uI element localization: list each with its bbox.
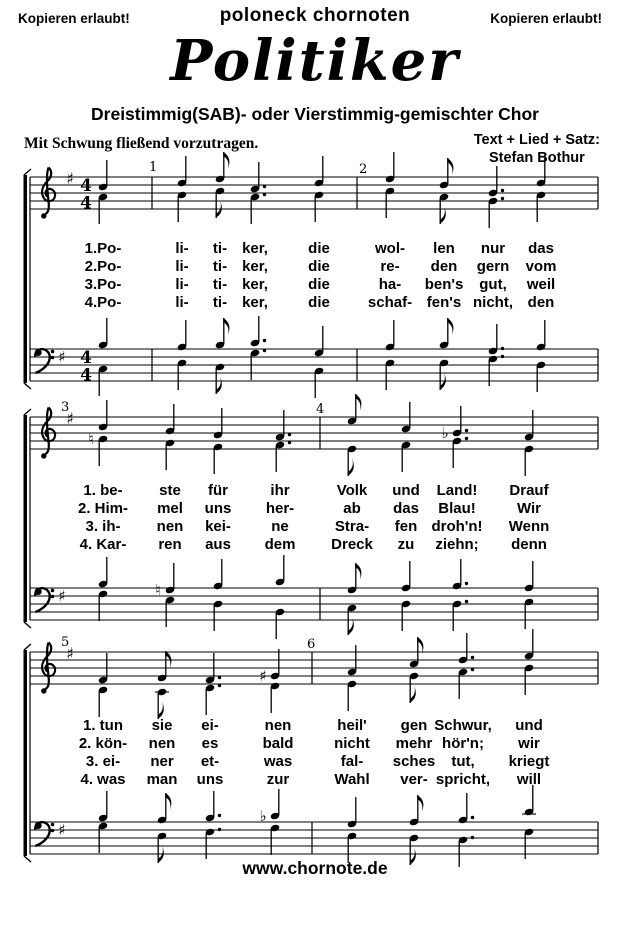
lyric-syllable: li- — [175, 240, 189, 257]
note-chord — [347, 563, 361, 635]
note-chord — [524, 410, 534, 476]
note-chord — [177, 156, 187, 222]
lyric-syllable: 3. ih- — [85, 518, 121, 535]
note-chord — [439, 318, 453, 390]
lyric-syllable: mel — [157, 500, 183, 517]
lyric-syllable: ren — [158, 536, 182, 553]
accidental-b-icon: ♭ — [441, 424, 449, 442]
lyric-syllable: kriegt — [508, 753, 550, 770]
time-signature-bottom: 4 — [80, 365, 92, 386]
lyric-syllable: weil — [526, 276, 556, 293]
system-bracket — [24, 169, 32, 389]
note-chord — [275, 555, 285, 639]
lyric-syllable: was — [263, 753, 293, 770]
lyric-syllable: ste — [159, 482, 181, 499]
lyric-syllable: dem — [264, 536, 296, 553]
lyric-syllable: 2. kön- — [78, 735, 128, 752]
lyric-syllable: gut, — [479, 276, 507, 293]
lyric-syllable: ne — [271, 518, 289, 535]
lyric-syllable: zur — [266, 771, 290, 788]
key-signature-sharp-icon: ♯ — [58, 821, 66, 839]
lyric-syllable: die — [308, 276, 330, 293]
bass-staff — [30, 555, 598, 639]
measure-number: 4 — [316, 402, 325, 417]
note-chord — [488, 324, 504, 386]
lyric-syllable: Wir — [516, 500, 542, 517]
lyric-syllable: nicht — [334, 735, 370, 752]
lyric-syllable: her- — [265, 500, 295, 517]
lyric-syllable: ner — [150, 753, 174, 770]
note-chord — [98, 653, 108, 717]
voicing-subtitle: Dreistimmig(SAB)- oder Vierstimmig-gemischter Chor — [91, 104, 539, 124]
measure-number: 3 — [61, 400, 70, 415]
note-chord — [441, 406, 468, 468]
key-signature-sharp-icon: ♯ — [58, 587, 66, 605]
note-chord — [385, 320, 395, 390]
note-chord — [347, 394, 361, 476]
lyric-syllable: hör'n; — [442, 735, 484, 752]
lyric-syllable: 4. was — [80, 771, 126, 788]
lyric-syllable: ha- — [378, 276, 402, 293]
lyric-syllable: 4. Kar- — [79, 536, 127, 553]
lyric-syllable: li- — [175, 294, 189, 311]
note-chord — [458, 633, 474, 699]
lyric-syllable: nicht, — [473, 294, 513, 311]
system-bracket — [24, 644, 32, 862]
lyric-syllable: Wahl — [334, 771, 370, 788]
key-signature-sharp-icon: ♯ — [66, 409, 74, 428]
lyric-syllable: 2.Po- — [84, 258, 122, 275]
lyric-syllable: und — [392, 482, 420, 499]
note-chord — [177, 320, 187, 390]
lyric-syllable: vom — [525, 258, 557, 275]
lyric-syllable: zu — [397, 536, 415, 553]
note-chord — [488, 166, 504, 228]
lyric-syllable: ti- — [212, 240, 228, 257]
lyric-syllable: den — [527, 294, 555, 311]
lyric-syllable: nen — [264, 717, 292, 734]
lyric-syllable: et- — [200, 753, 220, 770]
note-chord — [409, 637, 423, 703]
lyric-syllable: denn — [511, 536, 547, 553]
note-chord — [165, 404, 175, 470]
lyric-syllable: 1. tun — [83, 717, 123, 734]
lyric-syllable: ti- — [212, 276, 228, 293]
lyric-syllable: nur — [480, 240, 506, 257]
lyric-syllable: sches — [392, 753, 436, 770]
lyric-syllable: uns — [196, 771, 224, 788]
lyric-syllable: uns — [204, 500, 232, 517]
accidental-n-icon: ♮ — [88, 430, 94, 448]
lyric-syllable: fen — [394, 518, 418, 535]
key-signature-sharp-icon: ♯ — [66, 644, 74, 663]
note-chord — [314, 156, 324, 222]
copy-permission-right: Kopieren erlaubt! — [490, 11, 602, 26]
time-signature — [80, 348, 92, 386]
lyric-syllable: wir — [518, 735, 540, 752]
lyric-syllable: li- — [175, 276, 189, 293]
note-chord — [536, 156, 546, 222]
note-chord — [205, 791, 221, 859]
lyric-syllable: das — [393, 500, 419, 517]
lyric-syllable: Land! — [436, 482, 478, 499]
lyric-syllable: re- — [380, 258, 400, 275]
note-chord — [98, 557, 108, 621]
lyric-syllable: ver- — [400, 771, 428, 788]
lyric-syllable: es — [201, 735, 219, 752]
note-chord — [401, 402, 411, 472]
website-footer: www.chornote.de — [242, 858, 388, 878]
key-signature-sharp-icon: ♯ — [58, 348, 66, 366]
lyric-syllable: sie — [151, 717, 173, 734]
note-chord — [98, 160, 108, 224]
lyric-syllable: den — [430, 258, 458, 275]
lyric-syllable: ti- — [212, 294, 228, 311]
lyric-syllable: das — [528, 240, 554, 257]
note-chord — [439, 158, 453, 224]
bass-clef-icon — [35, 822, 55, 846]
lyric-syllable: fen's — [426, 294, 462, 311]
lyric-syllable: tut, — [451, 753, 475, 770]
lyric-syllable: für — [208, 482, 228, 499]
measure-number: 5 — [61, 635, 70, 650]
lyric-syllable: gern — [476, 258, 510, 275]
lyric-syllable: schaf- — [367, 294, 413, 311]
lyric-syllable: 1.Po- — [84, 240, 122, 257]
measure-number: 2 — [359, 162, 368, 177]
lyric-syllable: mehr — [395, 735, 433, 752]
lyric-syllable: len — [433, 240, 455, 257]
lyric-syllable: Volk — [336, 482, 368, 499]
measure-number: 6 — [307, 637, 316, 652]
lyric-syllable: heil' — [337, 717, 367, 734]
tempo-marking: Mit Schwung fließend vorzutragen. — [24, 135, 259, 152]
note-chord — [524, 629, 534, 695]
lyric-syllable: will — [516, 771, 542, 788]
lyric-syllable: ti- — [212, 258, 228, 275]
lyric-syllable: man — [146, 771, 178, 788]
composer-name: Stefan Bothur — [488, 150, 585, 166]
lyric-syllable: kei- — [205, 518, 231, 535]
note-chord — [155, 651, 171, 719]
lyric-syllable: aus — [205, 536, 231, 553]
lyric-syllable: li- — [175, 258, 189, 275]
note-chord — [259, 649, 280, 713]
lyric-syllable: 3. ei- — [85, 753, 121, 770]
lyric-syllable: Drauf — [509, 482, 549, 499]
lyric-syllable: Blau! — [438, 500, 476, 517]
bass-clef-icon — [35, 349, 55, 373]
system-1 — [24, 152, 599, 398]
note-chord — [314, 326, 324, 398]
lyric-syllable: ker, — [242, 258, 268, 275]
lyric-syllable: die — [308, 240, 330, 257]
lyric-syllable: droh'n! — [431, 518, 483, 535]
note-chord — [155, 563, 175, 627]
note-chord — [250, 316, 266, 380]
lyric-syllable: spricht, — [435, 771, 491, 788]
time-signature-top: 4 — [80, 176, 92, 196]
credits-label: Text + Lied + Satz: — [473, 132, 600, 148]
lyric-syllable: Wenn — [508, 518, 550, 535]
lyric-syllable: 1. be- — [83, 482, 123, 499]
note-chord — [524, 561, 534, 629]
lyric-syllable: bald — [262, 735, 294, 752]
lyric-syllable: wol- — [375, 240, 405, 257]
lyric-syllable: Schwur, — [434, 717, 492, 734]
lyric-syllable: nen — [156, 518, 184, 535]
treble-staff — [30, 152, 598, 228]
time-signature-top: 4 — [80, 348, 92, 368]
copy-permission-left: Kopieren erlaubt! — [18, 11, 130, 26]
bass-clef-icon — [35, 588, 55, 612]
publisher-name: poloneck chornoten — [219, 5, 411, 26]
time-signature-bottom: 4 — [80, 193, 92, 214]
lyric-syllable: ker, — [242, 294, 268, 311]
lyric-syllable: die — [308, 258, 330, 275]
lyric-syllable: ben's — [424, 276, 464, 293]
lyric-syllable: ker, — [242, 240, 268, 257]
time-signature — [80, 176, 92, 214]
lyric-syllable: ziehn; — [435, 536, 479, 553]
note-chord — [157, 793, 171, 863]
accidental-#-icon: ♯ — [259, 667, 267, 685]
note-chord — [215, 318, 229, 394]
lyric-syllable: gen — [400, 717, 428, 734]
lyric-syllable: fal- — [340, 753, 364, 770]
measure-number: 1 — [149, 160, 158, 175]
lyric-syllable: 2. Him- — [77, 500, 129, 517]
lyric-syllable: 3.Po- — [84, 276, 122, 293]
accidental-b-icon: ♭ — [259, 807, 267, 825]
lyric-syllable: Dreck — [331, 536, 373, 553]
lyric-syllable: ker, — [242, 276, 268, 293]
lyric-syllable: die — [308, 294, 330, 311]
lyric-syllable: ab — [343, 500, 361, 517]
lyric-syllable: und — [515, 717, 543, 734]
bass-staff — [30, 785, 598, 867]
lyric-syllable: nen — [148, 735, 176, 752]
key-signature-sharp-icon: ♯ — [66, 169, 74, 188]
lyric-syllable: ei- — [201, 717, 219, 734]
song-title: Politiker — [170, 28, 460, 94]
accidental-n-icon: ♮ — [155, 581, 161, 599]
bass-staff — [30, 316, 598, 398]
treble-staff — [30, 394, 598, 476]
note-chord — [347, 645, 357, 711]
lyric-syllable: Stra- — [334, 518, 370, 535]
lyric-syllable: 4.Po- — [84, 294, 122, 311]
lyric-syllable: ihr — [270, 482, 290, 499]
system-bracket — [24, 409, 32, 628]
